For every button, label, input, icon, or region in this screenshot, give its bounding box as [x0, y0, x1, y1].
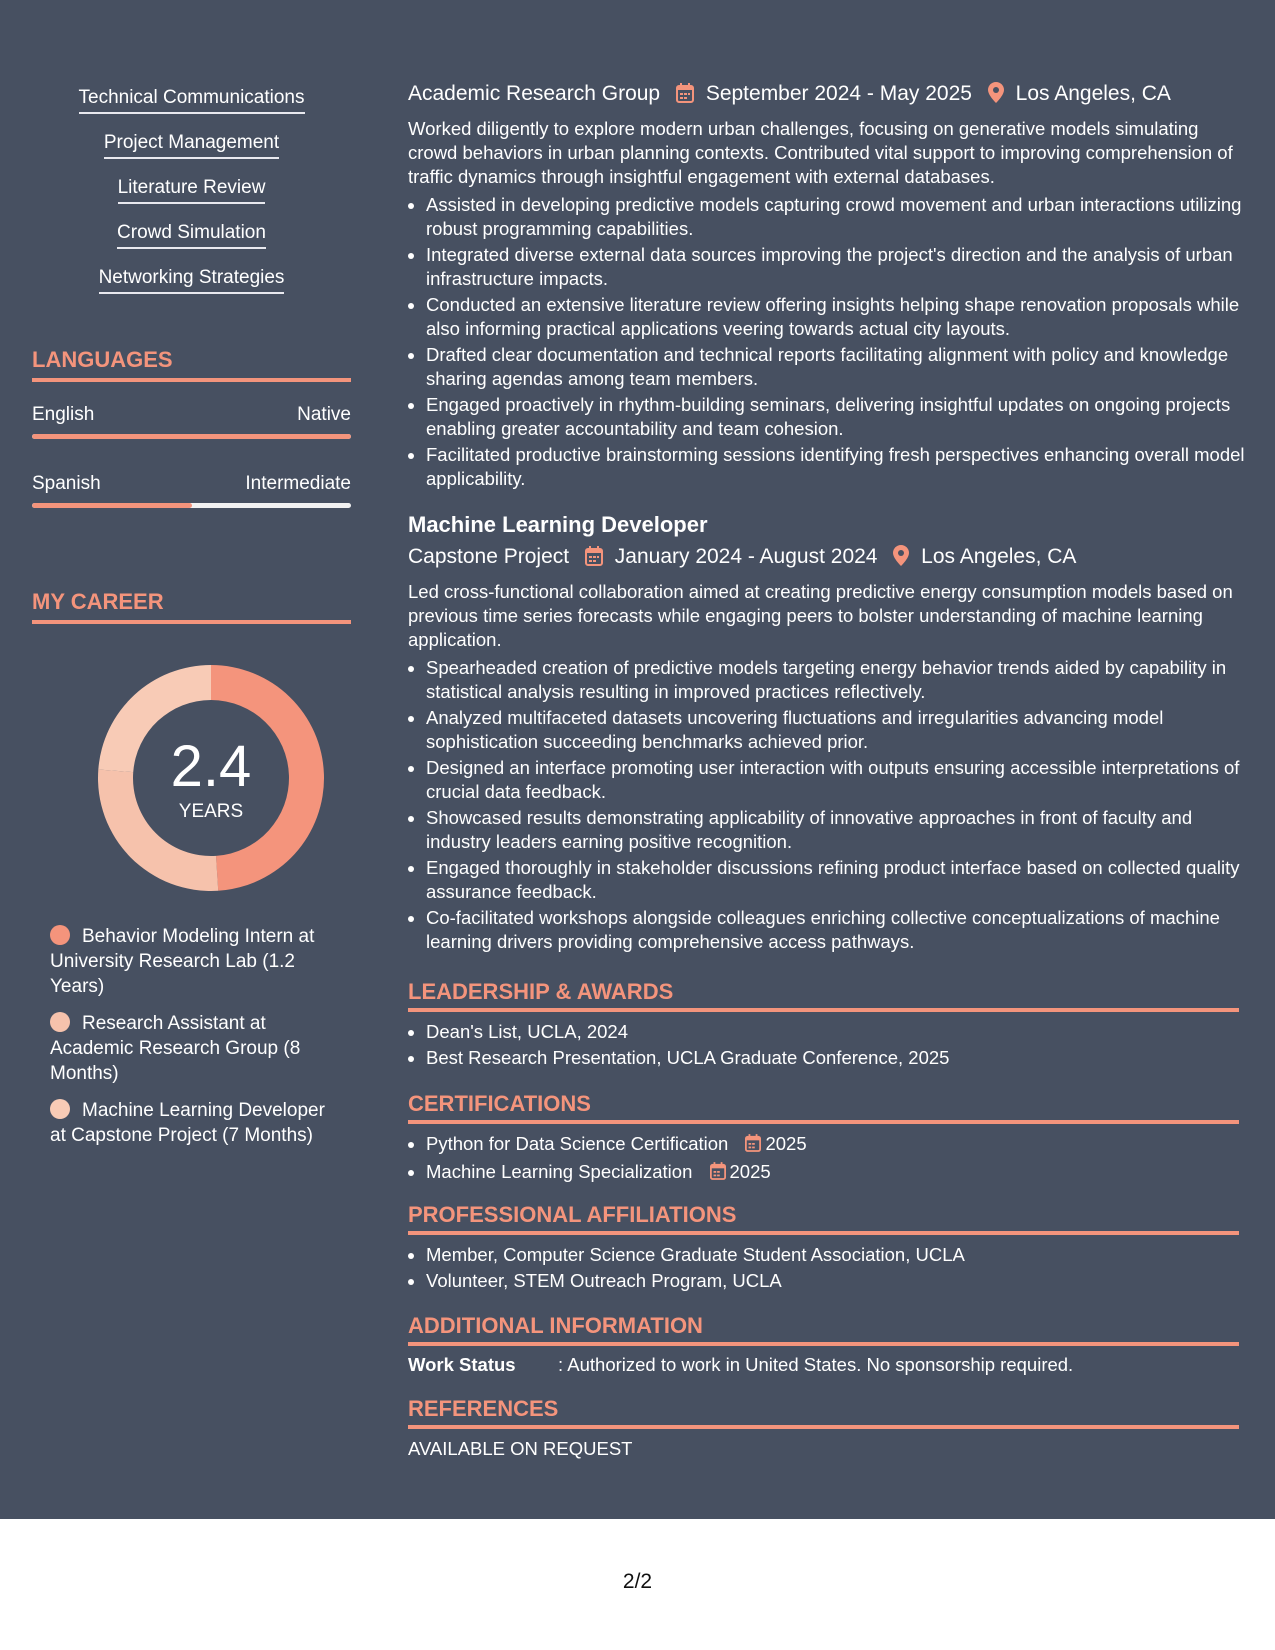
list-item: • Drafted clear documentation and technical reports facilitating alignment with policy and knowledge sharing agendas among team members. — [426, 343, 1257, 391]
career-legend-item: Machine Learning Developer at Capstone Project (7 Months) — [50, 1100, 325, 1146]
work-status-label: Work Status — [408, 1354, 516, 1375]
job1-bullets — [408, 193, 1257, 493]
career-legend — [50, 924, 340, 1160]
job2-meta — [408, 545, 1076, 572]
references-text: AVAILABLE ON REQUEST — [408, 1438, 633, 1459]
list-item: • Analyzed multifaceted datasets uncovering fluctuations and irregularities advancing model sophistication succeeding benchmarks achieved prior. — [426, 706, 1257, 754]
career-legend-item: Research Assistant at Academic Research Group (8 Months) — [50, 1013, 301, 1084]
language-bar-fill — [32, 503, 192, 508]
location-pin-icon — [893, 545, 909, 572]
list-item: • Designed an interface promoting user interaction with outputs ensuring accessible interpretations of crucial data feedback. — [426, 756, 1257, 804]
language-name: English — [32, 404, 95, 425]
leadership-list — [408, 1020, 1257, 1072]
list-item: • Machine Learning Specialization 2025 — [426, 1160, 1257, 1186]
job1-dates: September 2024 - May 2025 — [705, 82, 972, 105]
skill-item: Literature Review — [32, 176, 351, 221]
language-bar — [32, 434, 351, 439]
list-item: • Spearheaded creation of predictive models targeting energy behavior trends aided by capability in statistical analysis resulting in improved practices reflectively. — [426, 656, 1257, 704]
list-item: • Facilitated productive brainstorming sessions identifying fresh perspectives enhancing overall model applicability. — [426, 443, 1257, 491]
language-level: Intermediate — [245, 473, 351, 494]
list-item: • Engaged proactively in rhythm-building seminars, delivering insightful updates on ongoing projects enabling greater accountability and team cohesion. — [426, 393, 1257, 441]
skill-item: Crowd Simulation — [32, 221, 351, 266]
language-level: Native — [297, 404, 351, 425]
job2-location: Los Angeles, CA — [921, 545, 1077, 568]
work-status-row — [408, 1354, 1073, 1376]
certifications-heading: CERTIFICATIONS — [408, 1090, 1239, 1124]
job2-dates: January 2024 - August 2024 — [614, 545, 878, 568]
list-item: • Showcased results demonstrating applicability of innovative approaches in front of faculty and industry leaders earning positive recognition. — [426, 806, 1257, 854]
skill-item: Technical Communications — [32, 86, 351, 131]
affiliations-heading: PROFESSIONAL AFFILIATIONS — [408, 1201, 1239, 1235]
legend-dot-icon — [50, 925, 70, 945]
calendar-icon — [710, 1162, 726, 1186]
job1-company: Academic Research Group — [408, 82, 661, 105]
job1-summary: Worked diligently to explore modern urban challenges, focusing on generative models simulating crowd behaviors in urban planning contexts. Contributed vital support to improving comprehension of traffic dynamics through insightful engagement with external databases. — [408, 118, 1233, 187]
certifications-list — [408, 1132, 1257, 1188]
references-heading: REFERENCES — [408, 1395, 1239, 1429]
list-item: • Integrated diverse external data sources improving the project's direction and the analysis of urban infrastructure impacts. — [426, 243, 1257, 291]
language-name: Spanish — [32, 473, 101, 494]
list-item: • Best Research Presentation, UCLA Graduate Conference, 2025 — [426, 1046, 1257, 1070]
affiliations-list — [408, 1243, 1257, 1295]
list-item: • Dean's List, UCLA, 2024 — [426, 1020, 1257, 1044]
legend-dot-icon — [50, 1099, 70, 1119]
career-total-unit: YEARS — [178, 801, 244, 822]
page-number: 2/2 — [622, 1570, 653, 1593]
work-status-value: : Authorized to work in United States. No sponsorship required. — [558, 1354, 1074, 1375]
list-item: • Member, Computer Science Graduate Student Association, UCLA — [426, 1243, 1257, 1267]
skills-list — [32, 86, 351, 311]
legend-dot-icon — [50, 1012, 70, 1032]
career-total-years: 2.4 — [170, 734, 252, 799]
skill-item: Networking Strategies — [32, 266, 351, 311]
job1-meta — [408, 82, 1171, 109]
additional-info-heading: ADDITIONAL INFORMATION — [408, 1312, 1239, 1346]
job2-company: Capstone Project — [408, 545, 570, 568]
location-pin-icon — [988, 82, 1004, 109]
skill-item: Project Management — [32, 131, 351, 176]
career-heading: MY CAREER — [32, 588, 351, 624]
list-item: • Python for Data Science Certification 2025 — [426, 1132, 1257, 1158]
calendar-icon — [745, 1134, 761, 1158]
languages-heading: LANGUAGES — [32, 346, 351, 382]
calendar-icon — [585, 546, 603, 572]
leadership-heading: LEADERSHIP & AWARDS — [408, 978, 1239, 1012]
list-item: • Engaged thoroughly in stakeholder discussions refining product interface based on collected quality assurance feedback. — [426, 856, 1257, 904]
list-item: • Assisted in developing predictive models capturing crowd movement and urban interactions utilizing robust programming capabilities. — [426, 193, 1257, 241]
career-donut-center — [98, 665, 324, 891]
job2-bullets — [408, 656, 1257, 956]
list-item: • Co-facilitated workshops alongside colleagues enriching collective conceptualizations of machine learning drivers providing comprehensive access pathways. — [426, 906, 1257, 954]
job2-summary: Led cross-functional collaboration aimed at creating predictive energy consumption models based on previous time series forecasts while engaging peers to bolster understanding of machine learning application. — [408, 581, 1233, 650]
language-bar — [32, 503, 351, 508]
job2-title: Machine Learning Developer — [408, 512, 708, 537]
list-item: • Conducted an extensive literature review offering insights helping shape renovation proposals while also informing practical applications veering towards actual city layouts. — [426, 293, 1257, 341]
calendar-icon — [676, 83, 694, 109]
job1-location: Los Angeles, CA — [1015, 82, 1171, 105]
list-item: • Volunteer, STEM Outreach Program, UCLA — [426, 1269, 1257, 1293]
career-legend-item: Behavior Modeling Intern at University Research Lab (1.2 Years) — [50, 926, 315, 997]
language-bar-fill — [32, 434, 351, 439]
